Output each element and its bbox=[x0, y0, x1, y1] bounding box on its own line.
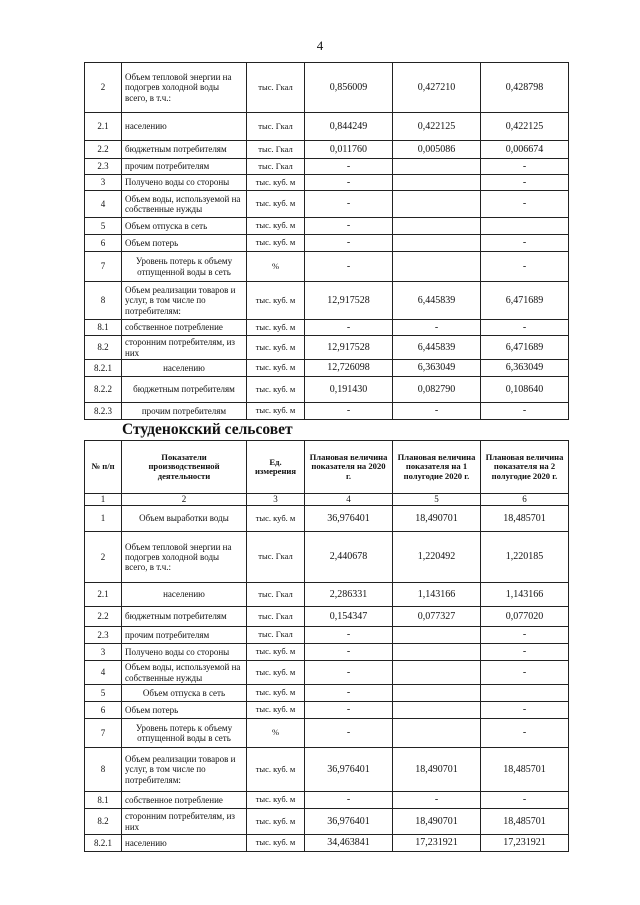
plan-h2-value: 17,231921 bbox=[481, 835, 569, 852]
indicator-name: Объем воды, используемой на собственные нужды bbox=[122, 191, 247, 218]
plan-h1-value: 0,005086 bbox=[393, 141, 481, 159]
plan-h1-value: 6,445839 bbox=[393, 336, 481, 360]
unit-cell: тыс. куб. м bbox=[247, 218, 305, 235]
plan-2020-value: - bbox=[305, 792, 393, 809]
row-number: 6 bbox=[85, 235, 122, 252]
plan-h2-value: 1,143166 bbox=[481, 583, 569, 607]
plan-2020-value: - bbox=[305, 159, 393, 175]
plan-h2-value: 6,471689 bbox=[481, 336, 569, 360]
indicator-name: прочим потребителям bbox=[122, 627, 247, 644]
plan-2020-value: 36,976401 bbox=[305, 506, 393, 532]
indicator-name: бюджетным потребителям bbox=[122, 141, 247, 159]
plan-h2-value: 1,220185 bbox=[481, 532, 569, 583]
row-number: 8.1 bbox=[85, 792, 122, 809]
plan-h1-value bbox=[393, 159, 481, 175]
row-number: 8.2.3 bbox=[85, 403, 122, 420]
row-number: 1 bbox=[85, 506, 122, 532]
plan-2020-value: 2,440678 bbox=[305, 532, 393, 583]
plan-2020-value: - bbox=[305, 702, 393, 719]
row-number: 2.1 bbox=[85, 583, 122, 607]
plan-h1-value bbox=[393, 218, 481, 235]
table-row bbox=[85, 320, 569, 336]
table-row bbox=[85, 63, 569, 113]
indicator-name: Объем реализации товаров и услуг, в том числе по потребителям: bbox=[122, 748, 247, 792]
plan-h1-value: - bbox=[393, 403, 481, 420]
table-row bbox=[85, 235, 569, 252]
indicator-name: сторонним потребителям, из них bbox=[122, 336, 247, 360]
row-number: 8.2 bbox=[85, 336, 122, 360]
unit-cell: тыс. куб. м bbox=[247, 644, 305, 661]
plan-h2-value: - bbox=[481, 644, 569, 661]
unit-cell: тыс. куб. м bbox=[247, 320, 305, 336]
row-number: 5 bbox=[85, 218, 122, 235]
unit-cell: % bbox=[247, 719, 305, 748]
plan-h2-value: - bbox=[481, 159, 569, 175]
indicator-name: населению bbox=[122, 583, 247, 607]
column-number: 6 bbox=[481, 494, 569, 506]
plan-h1-value bbox=[393, 191, 481, 218]
plan-h1-value: - bbox=[393, 792, 481, 809]
indicator-name: Объем отпуска в сеть bbox=[122, 218, 247, 235]
plan-2020-value: - bbox=[305, 191, 393, 218]
plan-2020-value: 0,191430 bbox=[305, 377, 393, 403]
indicator-name: Объем потерь bbox=[122, 235, 247, 252]
header-indicator: Показатели производственной деятельности bbox=[122, 441, 247, 494]
plan-2020-value: - bbox=[305, 320, 393, 336]
unit-cell: тыс. куб. м bbox=[247, 702, 305, 719]
plan-h1-value: 17,231921 bbox=[393, 835, 481, 852]
header-unit: Ед. измерения bbox=[247, 441, 305, 494]
unit-cell: тыс. Гкал bbox=[247, 627, 305, 644]
plan-h1-value bbox=[393, 235, 481, 252]
plan-2020-value: 34,463841 bbox=[305, 835, 393, 852]
row-number: 2.3 bbox=[85, 627, 122, 644]
indicator-name: Объем выработки воды bbox=[122, 506, 247, 532]
table-row bbox=[85, 719, 569, 748]
plan-h1-value: 18,490701 bbox=[393, 748, 481, 792]
plan-2020-value: 36,976401 bbox=[305, 809, 393, 835]
plan-h2-value: - bbox=[481, 191, 569, 218]
plan-2020-value: - bbox=[305, 644, 393, 661]
plan-h2-value: 0,108640 bbox=[481, 377, 569, 403]
unit-cell: тыс. куб. м bbox=[247, 792, 305, 809]
indicator-name: Объем реализации товаров и услуг, в том числе по потребителям: bbox=[122, 282, 247, 320]
unit-cell: тыс. куб. м bbox=[247, 336, 305, 360]
indicator-name: бюджетным потребителям bbox=[122, 607, 247, 627]
plan-h2-value: - bbox=[481, 702, 569, 719]
plan-h1-value: 6,445839 bbox=[393, 282, 481, 320]
plan-h2-value: - bbox=[481, 403, 569, 420]
plan-h1-value: 18,490701 bbox=[393, 809, 481, 835]
table-row bbox=[85, 661, 569, 685]
indicator-name: Объем потерь bbox=[122, 702, 247, 719]
unit-cell: тыс. куб. м bbox=[247, 685, 305, 702]
plan-2020-value: 12,917528 bbox=[305, 336, 393, 360]
unit-cell: тыс. Гкал bbox=[247, 583, 305, 607]
plan-h2-value: 0,428798 bbox=[481, 63, 569, 113]
table-row bbox=[85, 377, 569, 403]
plan-h1-value: 0,422125 bbox=[393, 113, 481, 141]
unit-cell: тыс. Гкал bbox=[247, 113, 305, 141]
plan-2020-value: - bbox=[305, 403, 393, 420]
row-number: 2.2 bbox=[85, 141, 122, 159]
plan-h1-value bbox=[393, 702, 481, 719]
column-number: 4 bbox=[305, 494, 393, 506]
unit-cell: тыс. куб. м bbox=[247, 175, 305, 191]
unit-cell: тыс. куб. м bbox=[247, 748, 305, 792]
indicator-name: Объем воды, используемой на собственные нужды bbox=[122, 661, 247, 685]
table-row bbox=[85, 282, 569, 320]
studenok-production-table bbox=[84, 440, 569, 852]
plan-h1-value bbox=[393, 719, 481, 748]
column-number-row bbox=[85, 494, 569, 506]
unit-cell: тыс. куб. м bbox=[247, 360, 305, 377]
plan-h1-value bbox=[393, 685, 481, 702]
table-row bbox=[85, 644, 569, 661]
plan-2020-value: - bbox=[305, 661, 393, 685]
table-row bbox=[85, 218, 569, 235]
plan-h2-value: 0,077020 bbox=[481, 607, 569, 627]
plan-2020-value: 0,844249 bbox=[305, 113, 393, 141]
indicator-name: Уровень потерь к объему отпущенной воды в сеть bbox=[122, 252, 247, 282]
row-number: 8 bbox=[85, 282, 122, 320]
plan-h2-value bbox=[481, 218, 569, 235]
indicator-name: населению bbox=[122, 360, 247, 377]
row-number: 5 bbox=[85, 685, 122, 702]
plan-h1-value: 0,077327 bbox=[393, 607, 481, 627]
plan-2020-value: - bbox=[305, 627, 393, 644]
table-row bbox=[85, 532, 569, 583]
plan-2020-value: 2,286331 bbox=[305, 583, 393, 607]
plan-h1-value bbox=[393, 627, 481, 644]
plan-2020-value: 12,726098 bbox=[305, 360, 393, 377]
section-title: Студенокский сельсовет bbox=[122, 421, 293, 438]
row-number: 2.3 bbox=[85, 159, 122, 175]
plan-h1-value: 6,363049 bbox=[393, 360, 481, 377]
table-row bbox=[85, 360, 569, 377]
row-number: 3 bbox=[85, 175, 122, 191]
unit-cell: тыс. куб. м bbox=[247, 506, 305, 532]
plan-h2-value: - bbox=[481, 320, 569, 336]
plan-h1-value bbox=[393, 175, 481, 191]
production-table-continued bbox=[84, 62, 569, 420]
plan-2020-value: 12,917528 bbox=[305, 282, 393, 320]
plan-2020-value: - bbox=[305, 218, 393, 235]
plan-h2-value: 6,471689 bbox=[481, 282, 569, 320]
table-row bbox=[85, 141, 569, 159]
row-number: 2 bbox=[85, 63, 122, 113]
table-row bbox=[85, 159, 569, 175]
table-row bbox=[85, 403, 569, 420]
row-number: 2.1 bbox=[85, 113, 122, 141]
indicator-name: собственное потребление bbox=[122, 320, 247, 336]
table-row bbox=[85, 583, 569, 607]
table-row bbox=[85, 685, 569, 702]
plan-2020-value: - bbox=[305, 235, 393, 252]
row-number: 8.2.1 bbox=[85, 835, 122, 852]
table-header-row bbox=[85, 441, 569, 494]
table-row bbox=[85, 252, 569, 282]
plan-h1-value: 18,490701 bbox=[393, 506, 481, 532]
column-number: 5 bbox=[393, 494, 481, 506]
plan-h1-value bbox=[393, 252, 481, 282]
row-number: 7 bbox=[85, 252, 122, 282]
unit-cell: тыс. куб. м bbox=[247, 661, 305, 685]
indicator-name: населению bbox=[122, 113, 247, 141]
indicator-name: Получено воды со стороны bbox=[122, 175, 247, 191]
plan-h1-value: - bbox=[393, 320, 481, 336]
plan-2020-value: 0,856009 bbox=[305, 63, 393, 113]
plan-h1-value: 1,220492 bbox=[393, 532, 481, 583]
plan-h2-value: - bbox=[481, 252, 569, 282]
table-row bbox=[85, 607, 569, 627]
row-number: 8 bbox=[85, 748, 122, 792]
unit-cell: тыс. Гкал bbox=[247, 159, 305, 175]
plan-h2-value: - bbox=[481, 627, 569, 644]
row-number: 8.2 bbox=[85, 809, 122, 835]
table-row bbox=[85, 336, 569, 360]
plan-2020-value: 0,011760 bbox=[305, 141, 393, 159]
indicator-name: Объем тепловой энергии на подогрев холодной воды всего, в т.ч.: bbox=[122, 532, 247, 583]
indicator-name: Получено воды со стороны bbox=[122, 644, 247, 661]
row-number: 6 bbox=[85, 702, 122, 719]
plan-h2-value: 18,485701 bbox=[481, 809, 569, 835]
table-row bbox=[85, 506, 569, 532]
plan-2020-value: - bbox=[305, 252, 393, 282]
unit-cell: тыс. Гкал bbox=[247, 532, 305, 583]
plan-2020-value: - bbox=[305, 685, 393, 702]
column-number: 1 bbox=[85, 494, 122, 506]
unit-cell: % bbox=[247, 252, 305, 282]
table-row bbox=[85, 835, 569, 852]
row-number: 7 bbox=[85, 719, 122, 748]
row-number: 8.1 bbox=[85, 320, 122, 336]
table-row bbox=[85, 191, 569, 218]
indicator-name: прочим потребителям bbox=[122, 159, 247, 175]
table-row bbox=[85, 627, 569, 644]
indicator-name: бюджетным потребителям bbox=[122, 377, 247, 403]
header-plan-h1: Плановая величина показателя на 1 полугодие 2020 г. bbox=[393, 441, 481, 494]
indicator-name: Объем отпуска в сеть bbox=[122, 685, 247, 702]
plan-h2-value: - bbox=[481, 661, 569, 685]
unit-cell: тыс. куб. м bbox=[247, 235, 305, 252]
unit-cell: тыс. Гкал bbox=[247, 607, 305, 627]
row-number: 4 bbox=[85, 661, 122, 685]
plan-h1-value bbox=[393, 661, 481, 685]
plan-2020-value: 36,976401 bbox=[305, 748, 393, 792]
plan-h2-value: 18,485701 bbox=[481, 748, 569, 792]
indicator-name: сторонним потребителям, из них bbox=[122, 809, 247, 835]
header-plan-2020: Плановая величина показателя на 2020 г. bbox=[305, 441, 393, 494]
table-row bbox=[85, 792, 569, 809]
table-row bbox=[85, 809, 569, 835]
unit-cell: тыс. куб. м bbox=[247, 191, 305, 218]
column-number: 2 bbox=[122, 494, 247, 506]
plan-2020-value: - bbox=[305, 719, 393, 748]
table-row bbox=[85, 175, 569, 191]
page-number: 4 bbox=[316, 38, 324, 53]
indicator-name: прочим потребителям bbox=[122, 403, 247, 420]
row-number: 8.2.2 bbox=[85, 377, 122, 403]
unit-cell: тыс. Гкал bbox=[247, 141, 305, 159]
unit-cell: тыс. куб. м bbox=[247, 377, 305, 403]
unit-cell: тыс. куб. м bbox=[247, 835, 305, 852]
row-number: 8.2.1 bbox=[85, 360, 122, 377]
plan-h1-value: 1,143166 bbox=[393, 583, 481, 607]
plan-h2-value: - bbox=[481, 235, 569, 252]
header-number: № п/п bbox=[85, 441, 122, 494]
plan-h1-value: 0,082790 bbox=[393, 377, 481, 403]
row-number: 2.2 bbox=[85, 607, 122, 627]
plan-2020-value: - bbox=[305, 175, 393, 191]
row-number: 3 bbox=[85, 644, 122, 661]
plan-2020-value: 0,154347 bbox=[305, 607, 393, 627]
plan-h2-value: - bbox=[481, 175, 569, 191]
row-number: 4 bbox=[85, 191, 122, 218]
indicator-name: собственное потребление bbox=[122, 792, 247, 809]
indicator-name: населению bbox=[122, 835, 247, 852]
table-row bbox=[85, 748, 569, 792]
row-number: 2 bbox=[85, 532, 122, 583]
column-number: 3 bbox=[247, 494, 305, 506]
unit-cell: тыс. Гкал bbox=[247, 63, 305, 113]
plan-h1-value: 0,427210 bbox=[393, 63, 481, 113]
plan-h2-value: - bbox=[481, 719, 569, 748]
table-row bbox=[85, 702, 569, 719]
plan-h2-value: 18,485701 bbox=[481, 506, 569, 532]
indicator-name: Уровень потерь к объему отпущенной воды в сеть bbox=[122, 719, 247, 748]
plan-h2-value bbox=[481, 685, 569, 702]
indicator-name: Объем тепловой энергии на подогрев холодной воды всего, в т.ч.: bbox=[122, 63, 247, 113]
table-row bbox=[85, 113, 569, 141]
unit-cell: тыс. куб. м bbox=[247, 403, 305, 420]
header-plan-h2: Плановая величина показателя на 2 полугодие 2020 г. bbox=[481, 441, 569, 494]
plan-h2-value: 0,422125 bbox=[481, 113, 569, 141]
unit-cell: тыс. куб. м bbox=[247, 282, 305, 320]
plan-h2-value: - bbox=[481, 792, 569, 809]
unit-cell: тыс. куб. м bbox=[247, 809, 305, 835]
plan-h2-value: 0,006674 bbox=[481, 141, 569, 159]
plan-h2-value: 6,363049 bbox=[481, 360, 569, 377]
plan-h1-value bbox=[393, 644, 481, 661]
